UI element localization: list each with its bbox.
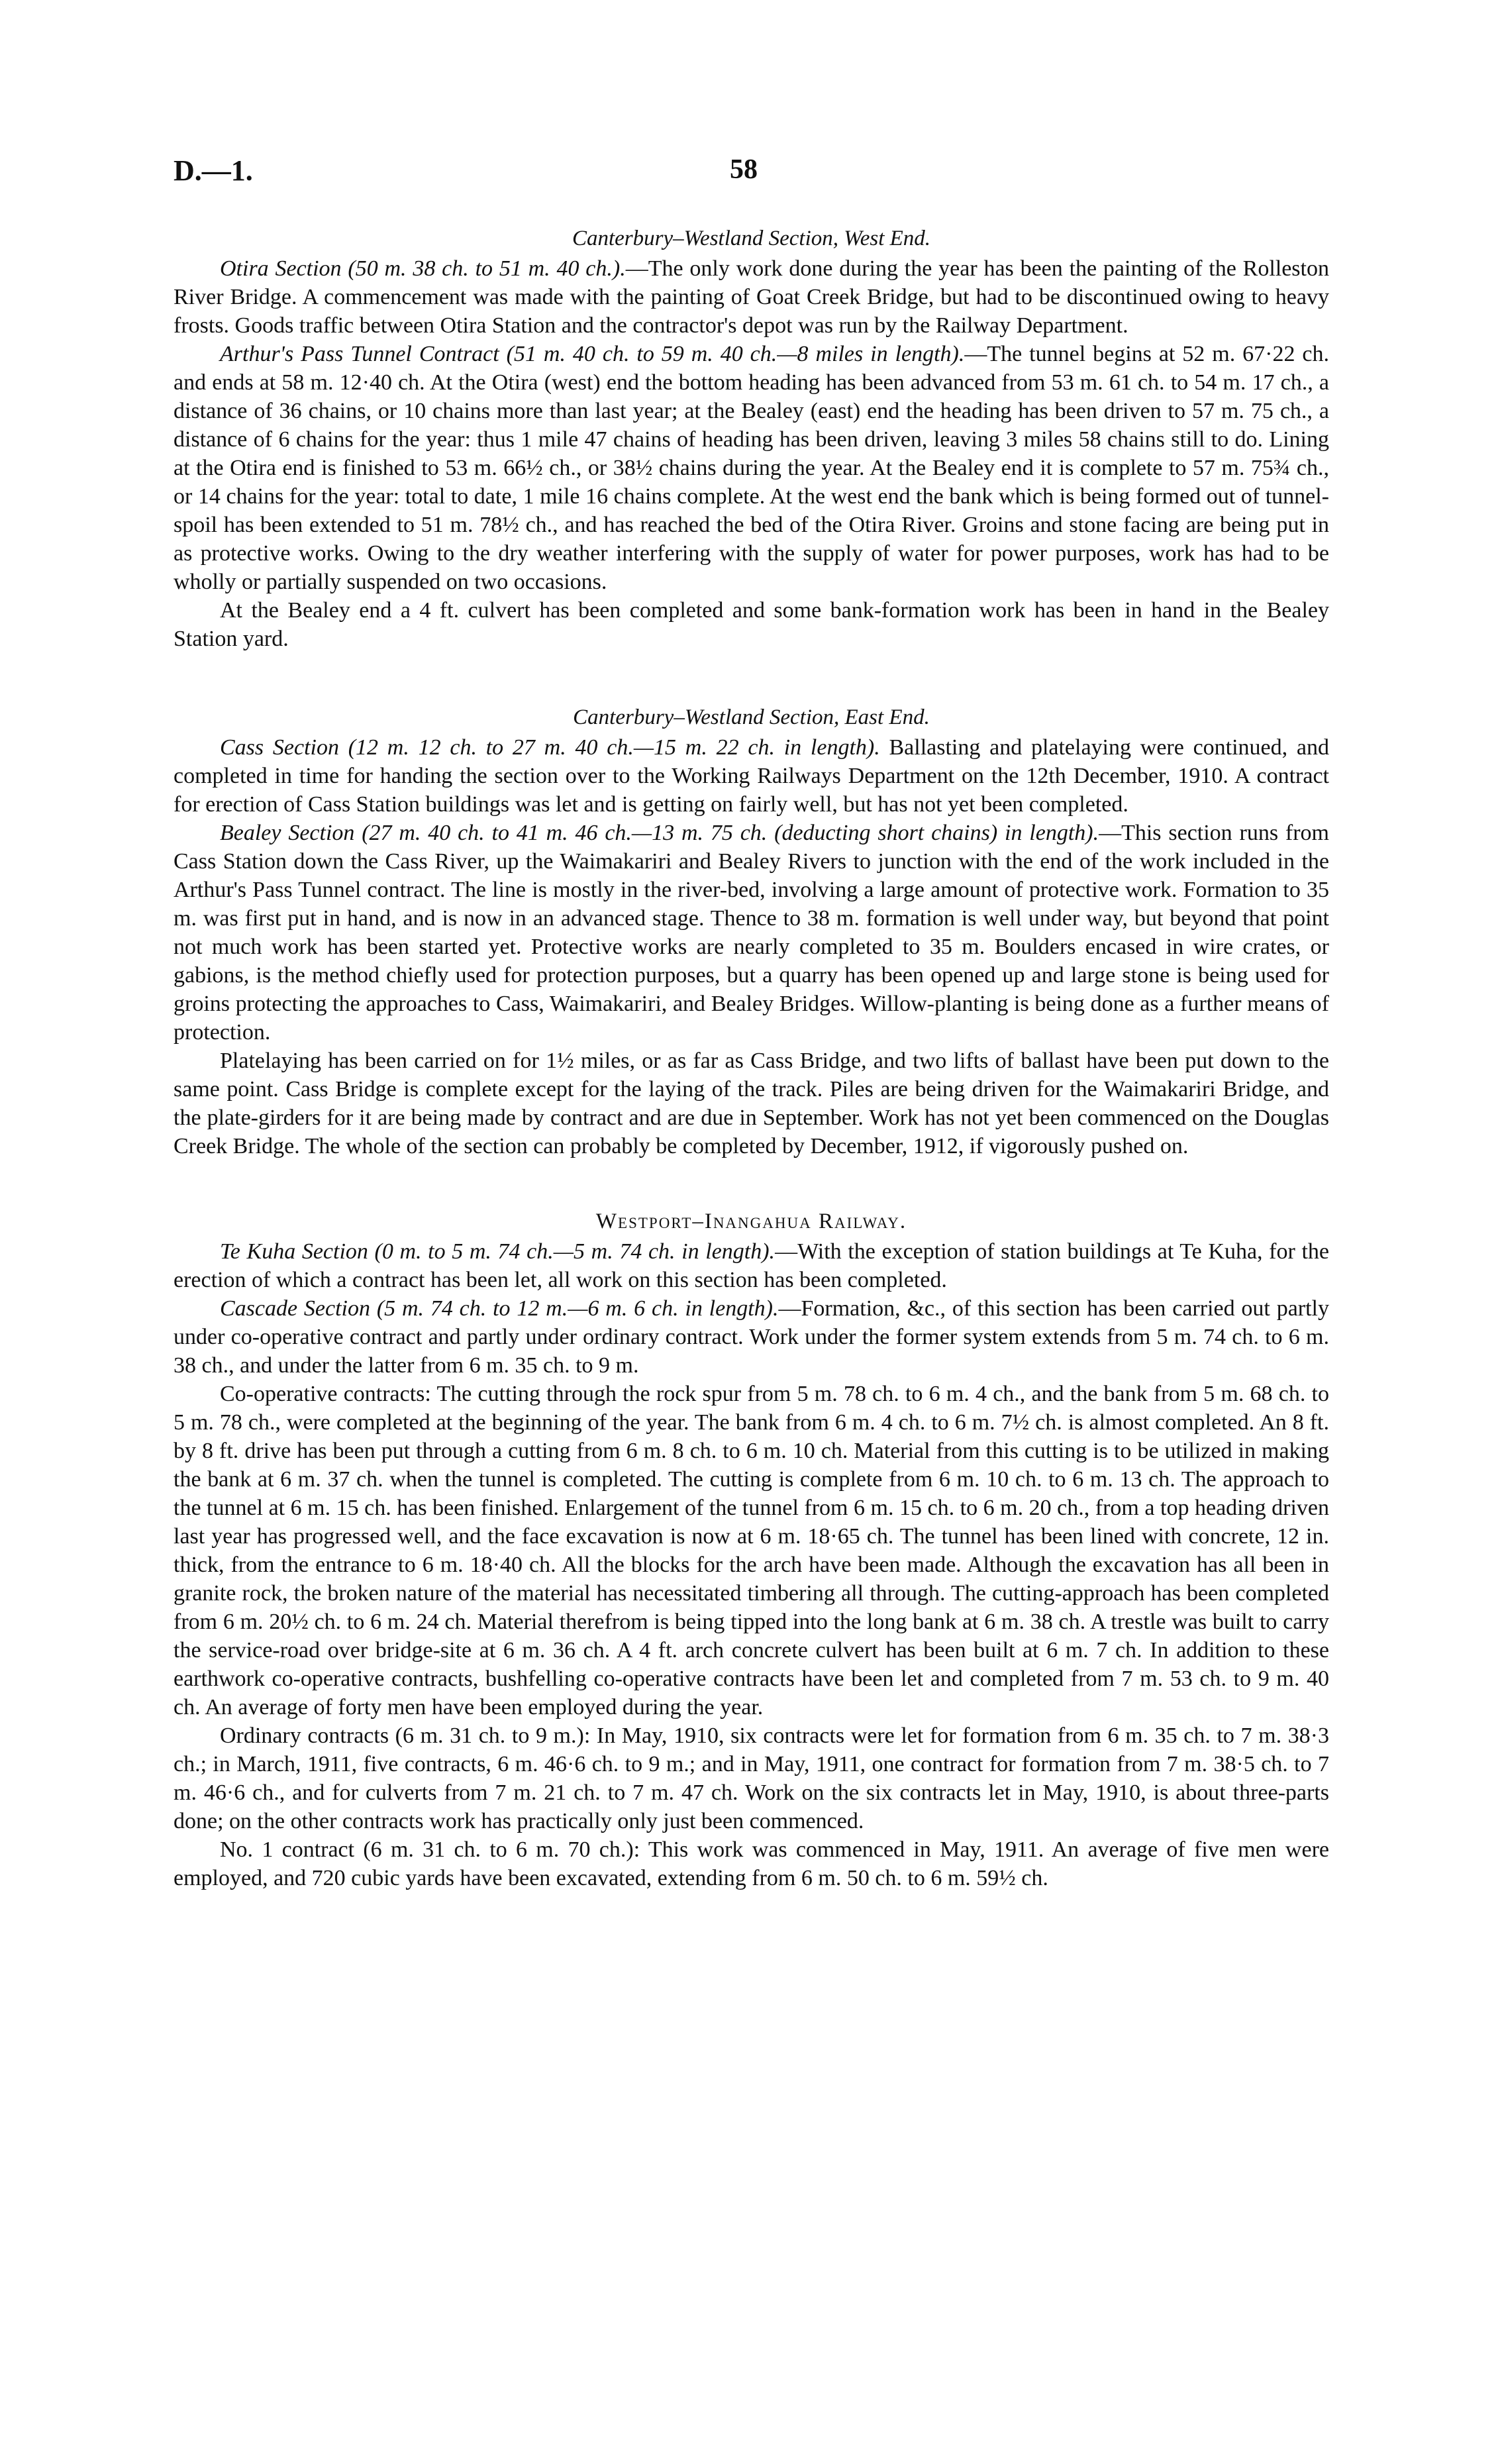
paragraph bbox=[174, 1237, 1329, 1294]
paragraph-text: Co-operative contracts: The cutting through the rock spur from 5 m. 78 ch. to 6 m. 4 ch., and the bank from 5 m. 68 ch. to 5 m. 78 ch., were completed at the beginning of the year. The bank from 6 m. 4 ch. to 6 m. 7½ ch. is almost completed. An 8 ft. by 8 ft. drive has been put through a cutting from 6 m. 8 ch. to 6 m. 10 ch. Material from this cutting is to be utilized in making the bank at 6 m. 37 ch. when the tunnel is completed. The cutting is complete from 6 m. 10 ch. to 6 m. 13 ch. The approach to the tunnel at 6 m. 15 ch. has been finished. Enlargement of the tunnel from 6 m. 15 ch. to 6 m. 20 ch., from a top heading driven last year has progressed well, and the face excavation is now at 6 m. 18·65 ch. The tunnel has been lined with concrete, 12 in. thick, from the entrance to 6 m. 18·40 ch. All the blocks for the arch have been made. Although the excavation has all been in granite rock, the broken nature of the material has necessitated timbering all through. The cutting-approach has been completed from 6 m. 20½ ch. to 6 m. 24 ch. Material therefrom is being tipped into the long bank at 6 m. 38 ch. A trestle was built to carry the service-road over bridge-site at 6 m. 36 ch. A 4 ft. arch concrete culvert has been built at 6 m. 7 ch. In addition to these earthwork co-operative contracts, bushfelling co-operative contracts have been let and completed from 7 m. 53 ch. to 9 m. 40 ch. An average of forty men have been employed during the year. bbox=[174, 1382, 1329, 1720]
paragraph-text: —This section runs from Cass Station down the Cass River, up the Waimakariri and Bealey Rivers to junction with the end of the work included in the Arthur's Pass Tunnel contract. The line is mostly in the river-bed, involving a large amount of protective work. Formation to 35 m. was first put in hand, and is now in an advanced stage. Thence to 38 m. formation is well under way, but beyond that point not much work has been started yet. Protective works are nearly completed to 35 m. Boulders encased in wire crates, or gabions, is the method chiefly used for protection purposes, but a quarry has been opened up and large stone is being used for groins protecting the approaches to Cass, Waimakariri, and Bealey Bridges. Willow-planting is being done as a further means of protection. bbox=[174, 821, 1329, 1045]
paragraph-text: No. 1 contract (6 m. 31 ch. to 6 m. 70 ch.): This work was commenced in May, 1911. An average of five men were employed, and 720 cubic yards have been excavated, extending from 6 m. 50 ch. to 6 m. 59½ ch. bbox=[174, 1837, 1329, 1890]
paragraph-lead: Cass Section (12 m. 12 ch. to 27 m. 40 ch.—15 m. 22 ch. in length). bbox=[220, 735, 880, 760]
paragraph bbox=[174, 1047, 1329, 1160]
paragraph bbox=[174, 1380, 1329, 1721]
paragraph-lead: Cascade Section (5 m. 74 ch. to 12 m.—6 m. 6 ch. in length). bbox=[220, 1296, 779, 1321]
paragraph-text: —With the exception of station buildings at Te Kuha, for the erection of which a contract has been let, all work on this section has been completed. bbox=[174, 1239, 1329, 1292]
paragraph bbox=[174, 819, 1329, 1047]
paragraph-lead: Bealey Section (27 m. 40 ch. to 41 m. 46 ch.—13 m. 75 ch. (deducting short chains) in length). bbox=[220, 821, 1099, 845]
paragraph-lead: Arthur's Pass Tunnel Contract (51 m. 40 ch. to 59 m. 40 ch.—8 miles in length). bbox=[220, 342, 965, 366]
paragraph-lead: Otira Section (50 m. 38 ch. to 51 m. 40 ch.). bbox=[220, 256, 626, 281]
page-body bbox=[174, 224, 1329, 1892]
paragraph-text: —Formation, &c., of this section has been carried out partly under co-operative contract and partly under ordinary contract. Work under the former system extends from 5 m. 74 ch. to 6 m. 38 ch., and under the latter from 6 m. 35 ch. to 9 m. bbox=[174, 1296, 1329, 1378]
paragraph bbox=[174, 596, 1329, 653]
paragraph bbox=[174, 340, 1329, 596]
paragraph bbox=[174, 1294, 1329, 1380]
railway-heading: Westport–Inangahua Railway. bbox=[595, 1209, 907, 1233]
paragraph-text: Ordinary contracts (6 m. 31 ch. to 9 m.): In May, 1910, six contracts were let for formation from 6 m. 35 ch. to 7 m. 38·3 ch.; in March, 1911, five contracts, 6 m. 46·6 ch. to 9 m.; and in May, 1911, one contract for formation from 7 m. 38·5 ch. to 7 m. 46·6 ch., and for culverts from 7 m. 21 ch. to 7 m. 47 ch. Work on the six contracts let in May, 1910, is about three-parts done; on the other contracts work has practically only just been commenced. bbox=[174, 1723, 1329, 1833]
paragraph bbox=[174, 1721, 1329, 1835]
paragraph-text: Ballasting and platelaying were continued, and completed in time for handing the section over to the Working Railways Department on the 12th December, 1910. A contract for erection of Cass Station buildings was let and is getting on fairly well, but has not yet been completed. bbox=[174, 735, 1329, 817]
paragraph bbox=[174, 254, 1329, 340]
paragraph bbox=[174, 733, 1329, 819]
paragraph-lead: Te Kuha Section (0 m. to 5 m. 74 ch.—5 m. 74 ch. in length). bbox=[220, 1239, 776, 1264]
paragraph-text: —The tunnel begins at 52 m. 67·22 ch. and ends at 58 m. 12·40 ch. At the Otira (west) end the bottom heading has been advanced from 53 m. 61 ch. to 54 m. 17 ch., a distance of 36 chains, or 10 chains more than last year; at the Bealey (east) end the heading has been driven to 57 m. 75 ch., a distance of 6 chains for the year: thus 1 mile 47 chains of heading has been driven, leaving 3 miles 58 chains still to do. Lining at the Otira end is finished to 53 m. 66½ ch., or 38½ chains during the year. At the Bealey end it is complete to 57 m. 75¾ ch., or 14 chains for the year: total to date, 1 mile 16 chains complete. At the west end the bank which is being formed out of tunnel-spoil has been extended to 51 m. 78½ ch., and has reached the bed of the Otira River. Groins and stone facing are being put in as protective works. Owing to the dry weather interfering with the supply of water for power purposes, work has had to be wholly or partially suspended on two occasions. bbox=[174, 342, 1329, 594]
paragraph-text: At the Bealey end a 4 ft. culvert has been completed and some bank-formation work has been in hand in the Bealey Station yard. bbox=[174, 598, 1329, 651]
page-header bbox=[174, 154, 1329, 193]
paragraph bbox=[174, 1835, 1329, 1892]
paragraph-text: Platelaying has been carried on for 1½ miles, or as far as Cass Bridge, and two lifts of ballast have been put down to the same point. Cass Bridge is complete except for the laying of the track. Piles are being driven for the Waimakariri Bridge, and the plate-girders for it are being made by contract and are due in September. Work has not yet been commenced on the Douglas Creek Bridge. The whole of the section can probably be completed by December, 1912, if vigorously pushed on. bbox=[174, 1049, 1329, 1158]
paragraph-text: —The only work done during the year has been the painting of the Rolleston River Bridge. A commencement was made with the painting of Goat Creek Bridge, but had to be discontinued owing to heavy frosts. Goods traffic between Otira Station and the contractor's depot was run by the Railway Department. bbox=[174, 256, 1329, 338]
section-heading: Canterbury–Westland Section, East End. bbox=[573, 705, 930, 729]
document-reference: D.—1. bbox=[174, 154, 253, 187]
section-heading: Canterbury–Westland Section, West End. bbox=[572, 227, 931, 250]
page-number: 58 bbox=[730, 154, 758, 185]
